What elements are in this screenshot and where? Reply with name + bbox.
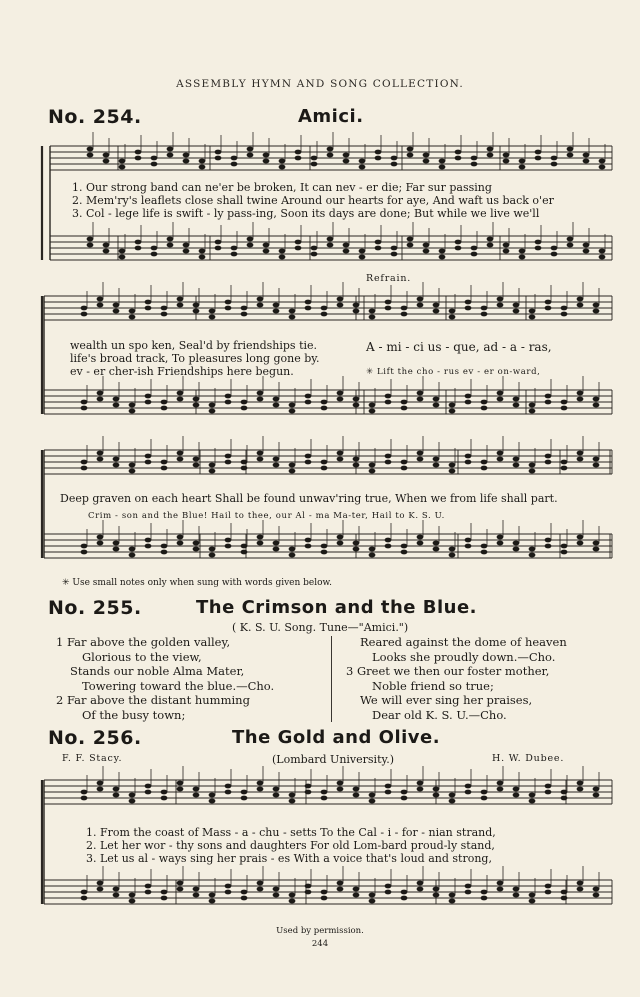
stanza-line: Stands our noble Alma Mater, [70, 664, 245, 678]
hymn-255-title: The Crimson and the Blue. [196, 597, 477, 618]
stanza-line: Towering toward the blue.—Cho. [82, 678, 275, 693]
running-head: ASSEMBLY HYMN AND SONG COLLECTION. [176, 78, 464, 90]
composer-right: H. W. Dubee. [492, 753, 565, 764]
verse-line-2: 2. Mem'ry's leaflets close shall twine Around our hearts for aye, And waft us back o'er [72, 194, 554, 207]
hymn-256-number: No. 256. [48, 727, 142, 749]
hymn-255-left-column [56, 635, 274, 722]
verse-line-3: 3. Col - lege life is swift - ly pass-ing, Soon its days are done; But while we live we'll [72, 207, 540, 220]
footnote: ✳ Use small notes only when sung with words given below. [62, 578, 333, 588]
verse2-line-1: wealth un spo ken, Seal'd by friendships tie. [70, 339, 318, 352]
hymn-256-subtitle: (Lombard University.) [272, 753, 395, 766]
verse2-line-3: ev - er cher-ish Friendships here begun. [70, 365, 294, 378]
hymn-256-verse-3: 3. Let us al - ways sing her prais - es With a voice that's loud and strong, [86, 852, 492, 865]
stanza-line: We will ever sing her praises, [360, 693, 533, 707]
hymn-255-subtitle: ( K. S. U. Song. Tune—"Amici.") [232, 621, 409, 634]
refrain-label: Refrain. [366, 273, 412, 284]
composer-left: F. F. Stacy. [62, 753, 123, 764]
refrain-line-1: A - mi - ci us - que, ad - a - ras, [366, 340, 552, 354]
hymn-256-title: The Gold and Olive. [232, 727, 441, 748]
refrain-line-2: ✳ Lift the cho - rus ev - er on-ward, [366, 367, 541, 377]
column-divider [331, 636, 332, 722]
hymn-254-number: No. 254. [48, 106, 142, 128]
stanza-line: 3 Greet we then our foster mother, [346, 664, 550, 678]
hymn-256-verse-2: 2. Let her wor - thy sons and daughters For old Lom-bard proud-ly stand, [86, 839, 495, 852]
hymn-255-number: No. 255. [48, 597, 142, 619]
stanza-line: Dear old K. S. U.—Cho. [372, 707, 507, 722]
system3-line-2: Crim - son and the Blue! Hail to thee, our Al - ma Ma-ter, Hail to K. S. U. [88, 511, 445, 521]
hymn-256-verse-1: 1. From the coast of Mass - a - chu - setts To the Cal - i - for - nian strand, [86, 826, 496, 839]
verse-line-1: 1. Our strong band can ne'er be broken, It can nev - er die; Far sur passing [72, 181, 492, 194]
stanza-line: 1 Far above the golden valley, [56, 635, 231, 649]
stanza-line: Looks she proudly down.—Cho. [372, 649, 556, 664]
stanza-line: 2 Far above the distant humming [56, 693, 250, 707]
hymn-254-title: Amici. [298, 106, 364, 127]
hymn-255-right-column [346, 635, 567, 722]
stanza-line: Noble friend so true; [372, 678, 494, 693]
verse2-line-2: life's broad track, To pleasures long gone by. [70, 352, 320, 365]
permission-note: Used by permission. [276, 926, 364, 936]
stanza-line: Of the busy town; [82, 707, 186, 722]
page-number: 244 [311, 939, 329, 949]
stanza-line: Glorious to the view, [82, 649, 202, 664]
system3-line-1: Deep graven on each heart Shall be found unwav'ring true, When we from life shall part. [60, 492, 558, 505]
stanza-line: Reared against the dome of heaven [360, 635, 567, 649]
